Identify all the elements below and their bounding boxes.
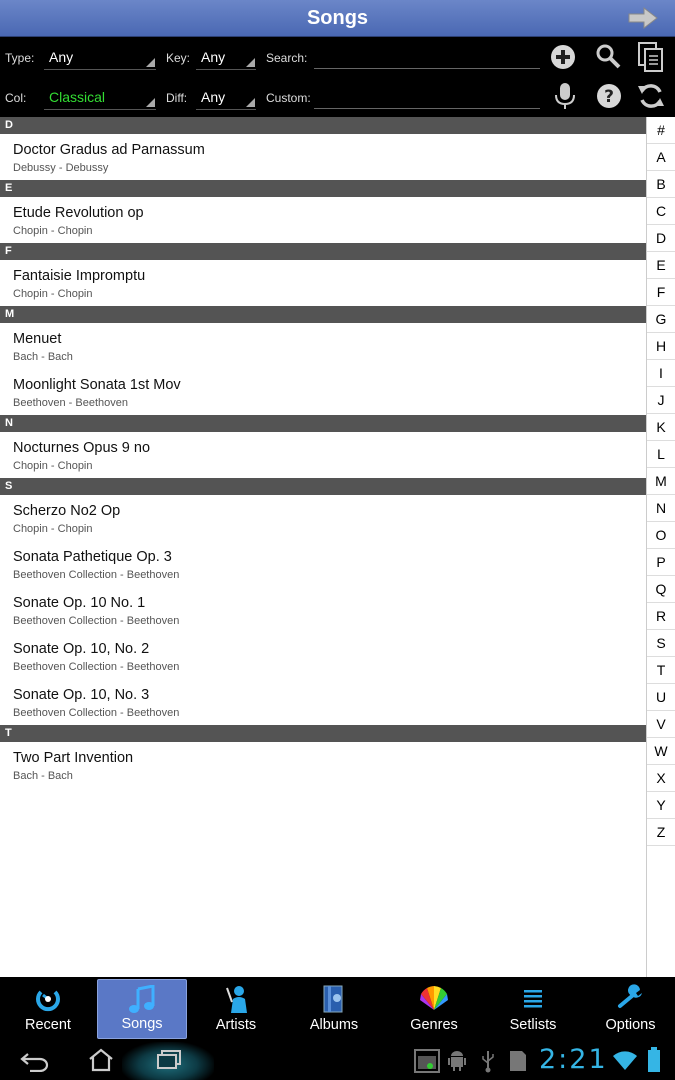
song-title: Scherzo No2 Op <box>13 503 121 519</box>
index-letter[interactable]: A <box>647 144 675 171</box>
collection-spinner[interactable] <box>44 80 156 110</box>
tab-label: Artists <box>215 1017 257 1033</box>
song-title: Sonata Pathetique Op. 3 <box>13 549 172 565</box>
forward-arrow-icon[interactable] <box>627 6 659 30</box>
section-header: E <box>0 180 646 197</box>
battery-icon <box>646 1047 662 1073</box>
tab-recent[interactable] <box>3 979 93 1039</box>
tab-label: Albums <box>309 1017 359 1033</box>
search-label: Search: <box>266 51 308 65</box>
song-list-item[interactable] <box>0 323 646 369</box>
index-letter[interactable]: K <box>647 414 675 441</box>
sd-card-icon <box>508 1049 528 1073</box>
index-letter[interactable]: W <box>647 738 675 765</box>
tab-label: Genres <box>410 1017 458 1033</box>
index-letter[interactable]: L <box>647 441 675 468</box>
filter-row-2 <box>0 77 675 117</box>
list-icon <box>518 984 548 1014</box>
index-letter[interactable]: # <box>647 117 675 144</box>
song-list-item[interactable] <box>0 260 646 306</box>
song-subtitle: Bach - Bach <box>13 770 73 782</box>
song-subtitle: Beethoven Collection - Beethoven <box>13 569 180 581</box>
index-letter[interactable]: B <box>647 171 675 198</box>
dropdown-triangle-icon <box>146 58 155 67</box>
section-header: D <box>0 117 646 134</box>
song-list-item[interactable] <box>0 679 646 725</box>
copy-document-icon[interactable] <box>637 41 665 73</box>
section-header: S <box>0 478 646 495</box>
search-input[interactable] <box>314 43 540 69</box>
index-letter[interactable]: P <box>647 549 675 576</box>
song-title: Doctor Gradus ad Parnassum <box>13 142 205 158</box>
index-letter[interactable]: Y <box>647 792 675 819</box>
system-bar <box>0 1042 675 1080</box>
index-letter[interactable]: H <box>647 333 675 360</box>
dropdown-triangle-icon <box>246 58 255 67</box>
index-letter[interactable]: M <box>647 468 675 495</box>
song-subtitle: Chopin - Chopin <box>13 523 93 535</box>
tab-options[interactable] <box>586 979 675 1039</box>
key-spinner[interactable] <box>196 40 256 70</box>
index-letter[interactable]: E <box>647 252 675 279</box>
song-subtitle: Beethoven Collection - Beethoven <box>13 707 180 719</box>
song-subtitle: Chopin - Chopin <box>13 288 93 300</box>
difficulty-value: Any <box>201 89 226 105</box>
song-title: Two Part Invention <box>13 750 134 766</box>
tab-genres[interactable] <box>389 979 479 1039</box>
song-list-item[interactable] <box>0 134 646 180</box>
key-value: Any <box>201 49 226 65</box>
song-list-item[interactable] <box>0 369 646 415</box>
song-list-item[interactable] <box>0 197 646 243</box>
filter-panel <box>0 37 675 117</box>
index-letter[interactable]: G <box>647 306 675 333</box>
type-label: Type: <box>5 51 35 65</box>
song-list-item[interactable] <box>0 541 646 587</box>
tab-label: Recent <box>25 1017 71 1033</box>
dropdown-triangle-icon <box>146 98 155 107</box>
song-title: Nocturnes Opus 9 no <box>13 440 151 456</box>
tab-label: Setlists <box>509 1017 557 1033</box>
index-letter[interactable]: T <box>647 657 675 684</box>
custom-label: Custom: <box>266 91 311 105</box>
artist-icon <box>221 984 251 1014</box>
song-list-item[interactable] <box>0 432 646 478</box>
wrench-icon <box>616 984 646 1014</box>
difficulty-spinner[interactable] <box>196 80 256 110</box>
song-title: Sonate Op. 10 No. 1 <box>13 595 146 611</box>
index-letter[interactable]: S <box>647 630 675 657</box>
index-letter[interactable]: Q <box>647 576 675 603</box>
recent-icon <box>33 984 63 1014</box>
usb-icon <box>480 1049 496 1073</box>
section-header: F <box>0 243 646 260</box>
screenshot-icon <box>414 1049 440 1073</box>
index-letter[interactable]: I <box>647 360 675 387</box>
song-title: Sonate Op. 10, No. 3 <box>13 687 150 703</box>
refresh-icon[interactable] <box>637 82 665 110</box>
song-subtitle: Chopin - Chopin <box>13 225 93 237</box>
clock: 2:21 <box>539 1044 608 1075</box>
song-subtitle: Debussy - Debussy <box>13 162 109 174</box>
song-list-item[interactable] <box>0 633 646 679</box>
song-list-item[interactable] <box>0 495 646 541</box>
index-letter[interactable]: C <box>647 198 675 225</box>
index-letter[interactable]: N <box>647 495 675 522</box>
song-subtitle: Bach - Bach <box>13 351 73 363</box>
genres-fan-icon <box>419 984 449 1014</box>
alphabet-index[interactable] <box>646 117 675 847</box>
song-title: Fantaisie Impromptu <box>13 268 146 284</box>
section-header: N <box>0 415 646 432</box>
tab-artists[interactable] <box>191 979 281 1039</box>
home-icon[interactable] <box>88 1048 114 1072</box>
tab-label: Songs <box>121 1016 163 1032</box>
bottom-tab-bar <box>0 977 675 1042</box>
index-letter[interactable]: R <box>647 603 675 630</box>
song-list[interactable] <box>0 117 646 977</box>
song-list-item[interactable] <box>0 742 646 788</box>
tab-label: Options <box>605 1017 656 1033</box>
title-bar <box>0 0 675 37</box>
song-list-item[interactable] <box>0 587 646 633</box>
diff-label: Diff: <box>166 91 188 105</box>
dropdown-triangle-icon <box>246 98 255 107</box>
col-label: Col: <box>5 91 27 105</box>
tab-songs[interactable] <box>97 979 187 1039</box>
type-spinner[interactable] <box>44 40 156 70</box>
android-debug-icon <box>448 1050 466 1072</box>
type-value: Any <box>49 49 74 65</box>
index-filler <box>646 847 675 977</box>
recent-apps-icon[interactable] <box>155 1049 183 1071</box>
key-label: Key: <box>166 51 191 65</box>
tab-albums[interactable] <box>289 979 379 1039</box>
microphone-icon[interactable] <box>551 82 579 110</box>
custom-input[interactable] <box>314 83 540 109</box>
wifi-icon <box>612 1048 638 1072</box>
index-letter[interactable]: O <box>647 522 675 549</box>
index-letter[interactable]: D <box>647 225 675 252</box>
index-letter[interactable]: X <box>647 765 675 792</box>
index-letter[interactable]: V <box>647 711 675 738</box>
collection-value: Classical <box>49 89 106 105</box>
song-subtitle: Beethoven Collection - Beethoven <box>13 661 180 673</box>
svg-text:?: ? <box>604 87 614 107</box>
page-title: Songs <box>306 7 369 29</box>
search-key-icon[interactable] <box>594 43 622 71</box>
song-subtitle: Beethoven Collection - Beethoven <box>13 615 180 627</box>
song-subtitle: Beethoven - Beethoven <box>13 397 128 409</box>
add-icon[interactable] <box>549 43 577 71</box>
song-title: Menuet <box>13 331 62 347</box>
tab-setlists[interactable] <box>488 979 578 1039</box>
back-icon[interactable] <box>20 1050 50 1072</box>
index-letter[interactable]: J <box>647 387 675 414</box>
help-icon[interactable] <box>595 82 623 110</box>
song-title: Etude Revolution op <box>13 205 144 221</box>
filter-row-1 <box>0 37 675 77</box>
section-header: M <box>0 306 646 323</box>
index-letter[interactable]: F <box>647 279 675 306</box>
song-title: Moonlight Sonata 1st Mov <box>13 377 181 393</box>
index-letter[interactable]: Z <box>647 819 675 846</box>
music-note-icon <box>127 985 157 1015</box>
song-subtitle: Chopin - Chopin <box>13 460 93 472</box>
song-title: Sonate Op. 10, No. 2 <box>13 641 150 657</box>
section-header: T <box>0 725 646 742</box>
index-letter[interactable]: U <box>647 684 675 711</box>
album-icon <box>319 984 349 1014</box>
